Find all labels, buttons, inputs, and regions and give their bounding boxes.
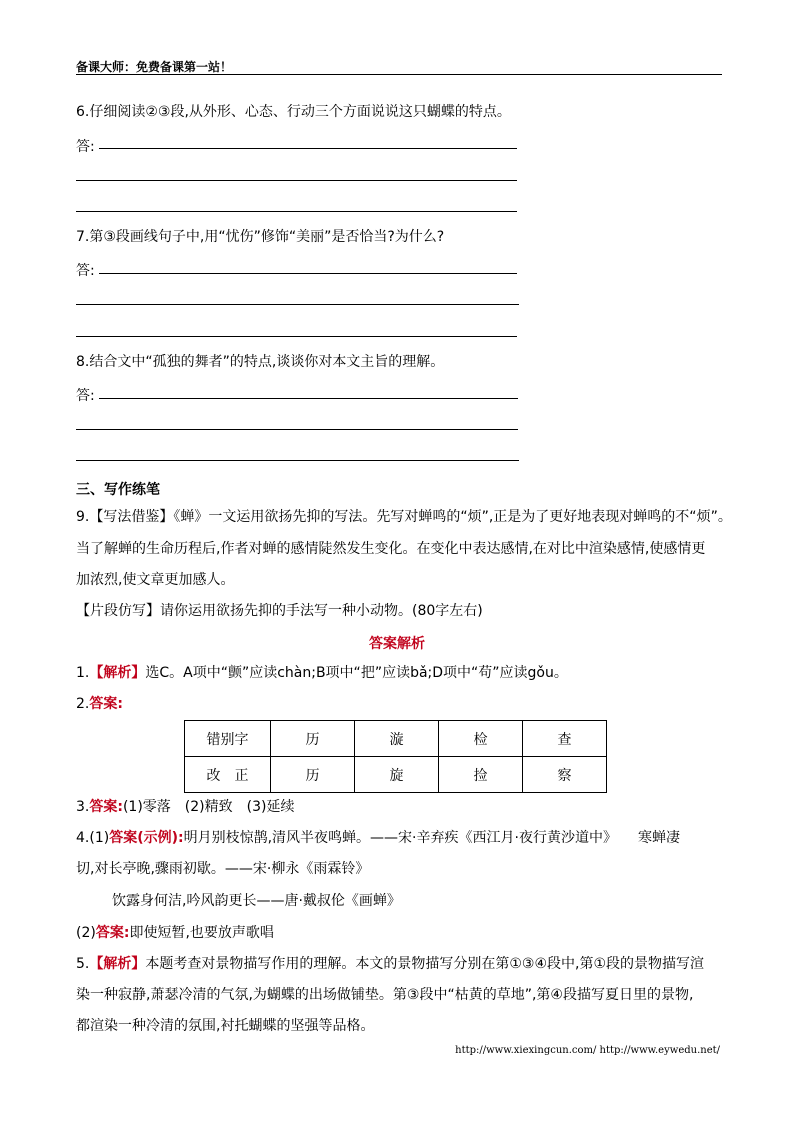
answer-line — [76, 180, 517, 181]
table-cell: 旋 — [355, 757, 439, 793]
correction-table — [184, 720, 607, 793]
table-row — [185, 721, 607, 757]
header-rule — [76, 74, 722, 75]
answer-2-tag: 答案: — [89, 696, 123, 712]
table-cell: 改 正 — [185, 757, 271, 793]
answer-4-line-2: 切,对长亭晚,骤雨初歇。——宋·柳永《雨霖铃》 — [76, 861, 370, 877]
table-cell: 检 — [439, 721, 523, 757]
table-cell: 历 — [271, 757, 355, 793]
q9-line-3: 加浓烈,使文章更加感人。 — [76, 572, 235, 588]
answer-line — [76, 211, 517, 212]
answer-4-tag: 答案(示例): — [109, 830, 184, 846]
answer-1-num: 1. — [76, 665, 90, 681]
page-header: 备课大师：免费备课第一站！ — [76, 60, 233, 74]
answer-line — [76, 429, 518, 430]
table-cell: 漩 — [355, 721, 439, 757]
answer-3 — [76, 798, 294, 816]
answer-4-prefix: 4.(1) — [76, 830, 110, 846]
answers-title: 答案解析 — [369, 636, 425, 652]
answer-5-num: 5. — [76, 956, 90, 972]
answer-4-line-4 — [76, 924, 274, 942]
answer-2 — [76, 695, 123, 713]
question-7: 7.第③段画线句子中,用“忧伤”修饰“美丽”是否恰当?为什么? — [76, 229, 445, 245]
q9-line-2: 当了解蝉的生命历程后,作者对蝉的感情陡然发生变化。在变化中表达感情,在对比中渲染感情,使感情更 — [76, 541, 706, 557]
answer-5-text: 本题考查对景物描写作用的理解。本文的景物描写分别在第①③④段中,第①段的景物描写渲 — [145, 956, 705, 972]
answer-5-line-1 — [76, 955, 704, 973]
answer-3-num: 3. — [76, 799, 90, 815]
answer-4-2-text: 即使短暂,也要放声歌唱 — [129, 925, 274, 941]
table-cell: 察 — [523, 757, 607, 793]
table-cell: 错别字 — [185, 721, 271, 757]
answer-label-7: 答: — [76, 263, 95, 279]
answer-5-tag: 【解析】 — [89, 956, 146, 972]
answer-line — [99, 273, 517, 274]
imitation-prompt: 【片段仿写】请你运用欲扬先抑的手法写一种小动物。(80字左右) — [76, 603, 483, 619]
table-row — [185, 757, 607, 793]
answer-line — [76, 304, 519, 305]
answer-3-text: (1)零落 (2)精致 (3)延续 — [122, 799, 295, 815]
footer-links: http://www.xiexingcun.com/ http://www.eywedu.net/ — [455, 1045, 720, 1056]
question-8: 8.结合文中“孤独的舞者”的特点,谈谈你对本文主旨的理解。 — [76, 354, 445, 370]
table-cell: 查 — [523, 721, 607, 757]
answer-1-tag: 【解析】 — [89, 665, 146, 681]
answer-label-8: 答: — [76, 388, 95, 404]
answer-4-2-tag: 答案: — [95, 925, 130, 941]
answer-1 — [76, 664, 568, 682]
answer-5-line-3: 都渲染一种冷清的氛围,衬托蝴蝶的坚强等品格。 — [76, 1018, 375, 1034]
answer-line — [99, 398, 518, 399]
answer-line — [99, 148, 517, 149]
answer-4-line-1 — [76, 829, 680, 847]
q9-line-1: 9.【写法借鉴】《蝉》一文运用欲扬先抑的写法。先写对蝉鸣的“烦”,正是为了更好地表现对蝉鸣的不“烦”。 — [76, 509, 732, 525]
table-cell: 捡 — [439, 757, 523, 793]
answer-line — [76, 336, 517, 337]
answer-1-text: 选C。A项中“颤”应读chàn;B项中“把”应读bǎ;D项中“苟”应读gǒu。 — [145, 665, 568, 681]
answer-2-num: 2. — [76, 696, 90, 712]
answer-4-line-3: 饮露身何洁,吟风韵更长——唐·戴叔伦《画蝉》 — [112, 893, 401, 909]
table-cell: 历 — [271, 721, 355, 757]
section-title-writing: 三、写作练笔 — [76, 482, 160, 498]
question-6: 6.仔细阅读②③段,从外形、心态、行动三个方面说说这只蝴蝶的特点。 — [76, 104, 511, 120]
answer-4-2-prefix: (2) — [76, 925, 96, 941]
answer-4-text: 明月别枝惊鹊,清风半夜鸣蝉。——宋·辛弃疾《西江月·夜行黄沙道中》 寒蝉凄 — [183, 830, 680, 846]
answer-3-tag: 答案: — [89, 799, 123, 815]
answer-line — [76, 460, 519, 461]
answer-label-6: 答: — [76, 139, 95, 155]
answer-5-line-2: 染一种寂静,萧瑟冷清的气氛,为蝴蝶的出场做铺垫。第③段中“枯黄的草地”,第④段描写夏日里的景物, — [76, 987, 694, 1003]
